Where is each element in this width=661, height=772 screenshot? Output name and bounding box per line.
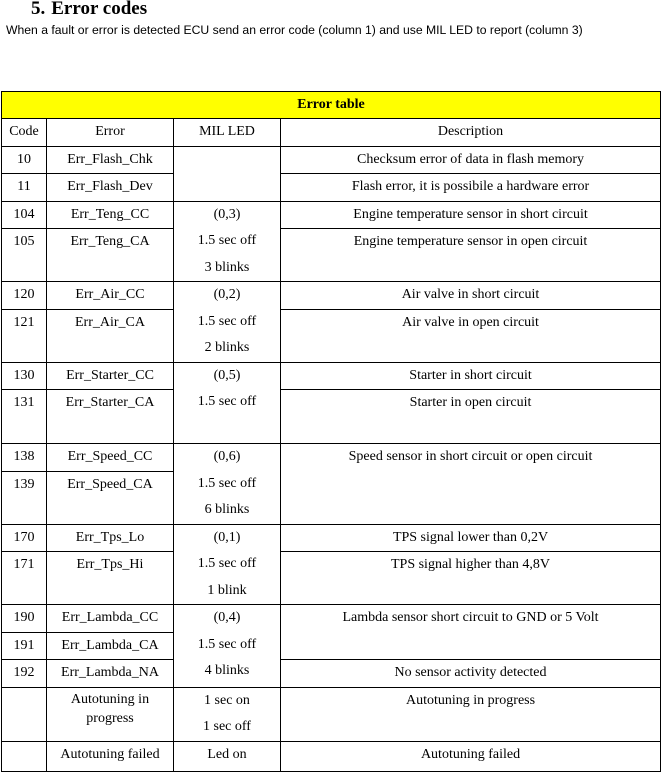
mil-led-off-time: 1.5 sec off [197, 233, 257, 248]
mil-led-pattern: (0,1) [213, 529, 241, 545]
mil-led-blinks: 2 blinks [204, 340, 250, 355]
description-cell: Starter in open circuit [281, 390, 661, 444]
header-code: Code [2, 119, 47, 147]
mil-led-off-time: 1.5 sec off [197, 313, 257, 329]
mil-led-off-time: 1.5 sec off [197, 556, 257, 571]
code-cell: 191 [2, 632, 47, 660]
error-table [1, 91, 661, 772]
section-heading [31, 0, 147, 20]
error-cell: Err_Teng_CA [47, 229, 174, 282]
code-cell: 131 [2, 390, 47, 444]
error-cell: Err_Tps_Hi [47, 552, 174, 605]
description-cell: Engine temperature sensor in short circuit [281, 201, 661, 229]
table-row [2, 687, 661, 741]
description-cell: Flash error, it is possibile a hardware error [281, 174, 661, 202]
error-cell: Autotuning failed [47, 741, 174, 771]
mil-led-blinks: 6 blinks [204, 502, 250, 517]
table-row [2, 605, 661, 633]
description-cell: Autotuning in progress [281, 687, 661, 741]
code-cell [2, 741, 47, 771]
table-row [2, 741, 661, 771]
description-cell: Air valve in short circuit [281, 282, 661, 310]
mil-led-pattern: (0,4) [213, 610, 241, 625]
description-cell: Autotuning failed [281, 741, 661, 771]
error-cell: Err_Air_CA [47, 309, 174, 362]
mil-led-pattern: (0,2) [213, 287, 241, 302]
table-row [2, 552, 661, 605]
error-cell: Err_Air_CC [47, 282, 174, 310]
mil-led-blinks: 4 blinks [204, 663, 250, 678]
description-cell: Checksum error of data in flash memory [281, 146, 661, 174]
description-cell: Engine temperature sensor in open circuit [281, 229, 661, 282]
error-cell: Err_Speed_CC [47, 444, 174, 472]
mil-led-on-time: 1 sec on [204, 692, 250, 708]
code-cell: 11 [2, 174, 47, 202]
mil-led-off-time: 1.5 sec off [197, 636, 257, 652]
description-cell: TPS signal lower than 0,2V [281, 524, 661, 552]
header-description: Description [281, 119, 661, 147]
code-cell: 171 [2, 552, 47, 605]
table-row [2, 524, 661, 552]
description-cell: Lambda sensor short circuit to GND or 5 Volt [281, 605, 661, 660]
section-intro: When a fault or error is detected ECU send an error code (column 1) and use MIL LED to report (column 3) [6, 23, 583, 37]
table-row [2, 362, 661, 390]
table-row [2, 201, 661, 229]
table-row [2, 146, 661, 174]
header-mil-led: MIL LED [174, 119, 281, 147]
table-row [2, 390, 661, 444]
mil-led-cell-flash [174, 146, 281, 201]
mil-led-cell-air [174, 282, 281, 363]
section-title: Error codes [51, 0, 148, 19]
description-cell: TPS signal higher than 4,8V [281, 552, 661, 605]
table-row [2, 229, 661, 282]
code-cell: 190 [2, 605, 47, 633]
table-row [2, 282, 661, 310]
table-row [2, 660, 661, 688]
error-cell: Err_Tps_Lo [47, 524, 174, 552]
table-row [2, 444, 661, 472]
error-cell: Err_Flash_Chk [47, 146, 174, 174]
code-cell: 139 [2, 471, 47, 524]
error-cell: Autotuning in progress [47, 687, 174, 741]
mil-led-cell-lambda [174, 605, 281, 688]
mil-led-pattern: (0,6) [213, 449, 241, 464]
code-cell: 170 [2, 524, 47, 552]
code-cell: 130 [2, 362, 47, 390]
section-number: 5. [31, 0, 46, 19]
error-cell: Err_Speed_CA [47, 471, 174, 524]
mil-led-cell-autotuning-failed: Led on [174, 741, 281, 771]
error-cell: Err_Starter_CC [47, 362, 174, 390]
error-cell: Err_Lambda_CA [47, 632, 174, 660]
table-row [2, 309, 661, 362]
mil-led-off-time: 1.5 sec off [197, 475, 257, 491]
code-cell: 121 [2, 309, 47, 362]
mil-led-cell-starter [174, 362, 281, 444]
error-cell: Err_Lambda_CC [47, 605, 174, 633]
mil-led-blinks: 3 blinks [204, 259, 250, 275]
mil-led-cell-speed [174, 444, 281, 525]
header-error: Error [47, 119, 174, 147]
description-cell: Starter in short circuit [281, 362, 661, 390]
mil-led-cell-tps [174, 524, 281, 605]
code-cell: 120 [2, 282, 47, 310]
mil-led-cell-autotuning-progress [174, 687, 281, 741]
table-row [2, 174, 661, 202]
error-cell: Err_Lambda_NA [47, 660, 174, 688]
mil-led-pattern: (0,3) [213, 206, 241, 222]
mil-led-blinks: 1 blink [207, 582, 247, 598]
description-cell: Speed sensor in short circuit or open circuit [281, 444, 661, 525]
mil-led-off-time: 1.5 sec off [197, 394, 257, 409]
description-cell: Air valve in open circuit [281, 309, 661, 362]
code-cell: 104 [2, 201, 47, 229]
mil-led-off-time: 1 sec off [203, 719, 251, 734]
code-cell [2, 687, 47, 741]
code-cell: 10 [2, 146, 47, 174]
description-cell: No sensor activity detected [281, 660, 661, 688]
code-cell: 105 [2, 229, 47, 282]
mil-led-pattern: (0,5) [213, 367, 241, 383]
error-cell: Err_Teng_CC [47, 201, 174, 229]
error-cell: Err_Starter_CA [47, 390, 174, 444]
code-cell: 192 [2, 660, 47, 688]
table-title: Error table [2, 92, 661, 119]
code-cell: 138 [2, 444, 47, 472]
mil-led-cell-teng [174, 201, 281, 282]
error-cell: Err_Flash_Dev [47, 174, 174, 202]
